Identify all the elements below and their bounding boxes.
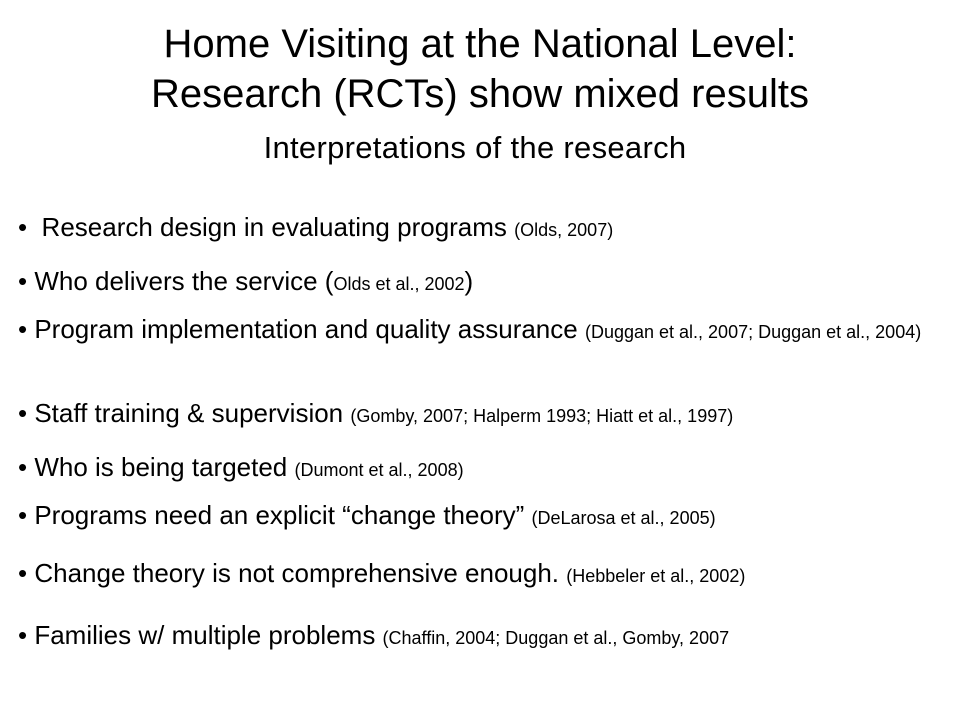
bullet-marker: • xyxy=(18,558,28,588)
bullet-marker: • xyxy=(18,314,28,344)
bullet-marker: • xyxy=(18,452,28,482)
bullet-citation: (Hebbeler et al., 2002) xyxy=(566,566,746,586)
bullet-text: Families w/ multiple problems xyxy=(27,620,383,650)
bullet-marker: • xyxy=(18,500,28,530)
bullet-item-change-theory-need xyxy=(18,498,948,535)
slide-title-line-2: Research (RCTs) show mixed results xyxy=(151,72,809,116)
bullet-marker: • xyxy=(18,620,28,650)
slide-subtitle: Interpretations of the research xyxy=(263,130,687,165)
bullet-citation: (Dumont et al., 2008) xyxy=(294,460,464,480)
bullet-item-program-implementation xyxy=(18,312,948,349)
bullet-text: Program implementation and quality assurance xyxy=(27,314,585,344)
bullet-text: Staff training & supervision xyxy=(27,398,351,428)
bullet-item-families-multiple-problems xyxy=(18,618,948,655)
bullet-item-staff-training xyxy=(18,396,948,433)
bullet-item-who-targeted xyxy=(18,450,948,487)
bullet-text: Research design in evaluating programs xyxy=(27,212,515,242)
bullet-citation: (Gomby, 2007; Halperm 1993; Hiatt et al., 1997) xyxy=(350,406,734,426)
bullet-citation: (Duggan et al., 2007; Duggan et al., 2004) xyxy=(584,322,922,342)
bullet-item-who-delivers xyxy=(18,264,948,301)
bullet-citation: Olds et al., 2002 xyxy=(333,274,465,294)
bullet-text: Programs need an explicit “change theory” xyxy=(27,500,532,530)
bullet-marker: • xyxy=(18,398,28,428)
slide-title-line-1: Home Visiting at the National Level: xyxy=(163,22,797,66)
bullet-marker: • xyxy=(18,212,28,242)
bullet-citation: (Olds, 2007) xyxy=(514,220,614,240)
bullet-text: Who delivers the service ( xyxy=(27,266,334,296)
bullet-citation: (DeLarosa et al., 2005) xyxy=(531,508,716,528)
bullet-item-research-design xyxy=(18,210,948,247)
bullet-suffix: ) xyxy=(464,266,474,296)
bullet-text: Change theory is not comprehensive enough. xyxy=(27,558,567,588)
bullet-marker: • xyxy=(18,266,28,296)
bullet-item-change-theory-comprehensive xyxy=(18,556,948,593)
bullet-text: Who is being targeted xyxy=(27,452,295,482)
bullet-citation: (Chaffin, 2004; Duggan et al., Gomby, 2007 xyxy=(382,628,730,648)
